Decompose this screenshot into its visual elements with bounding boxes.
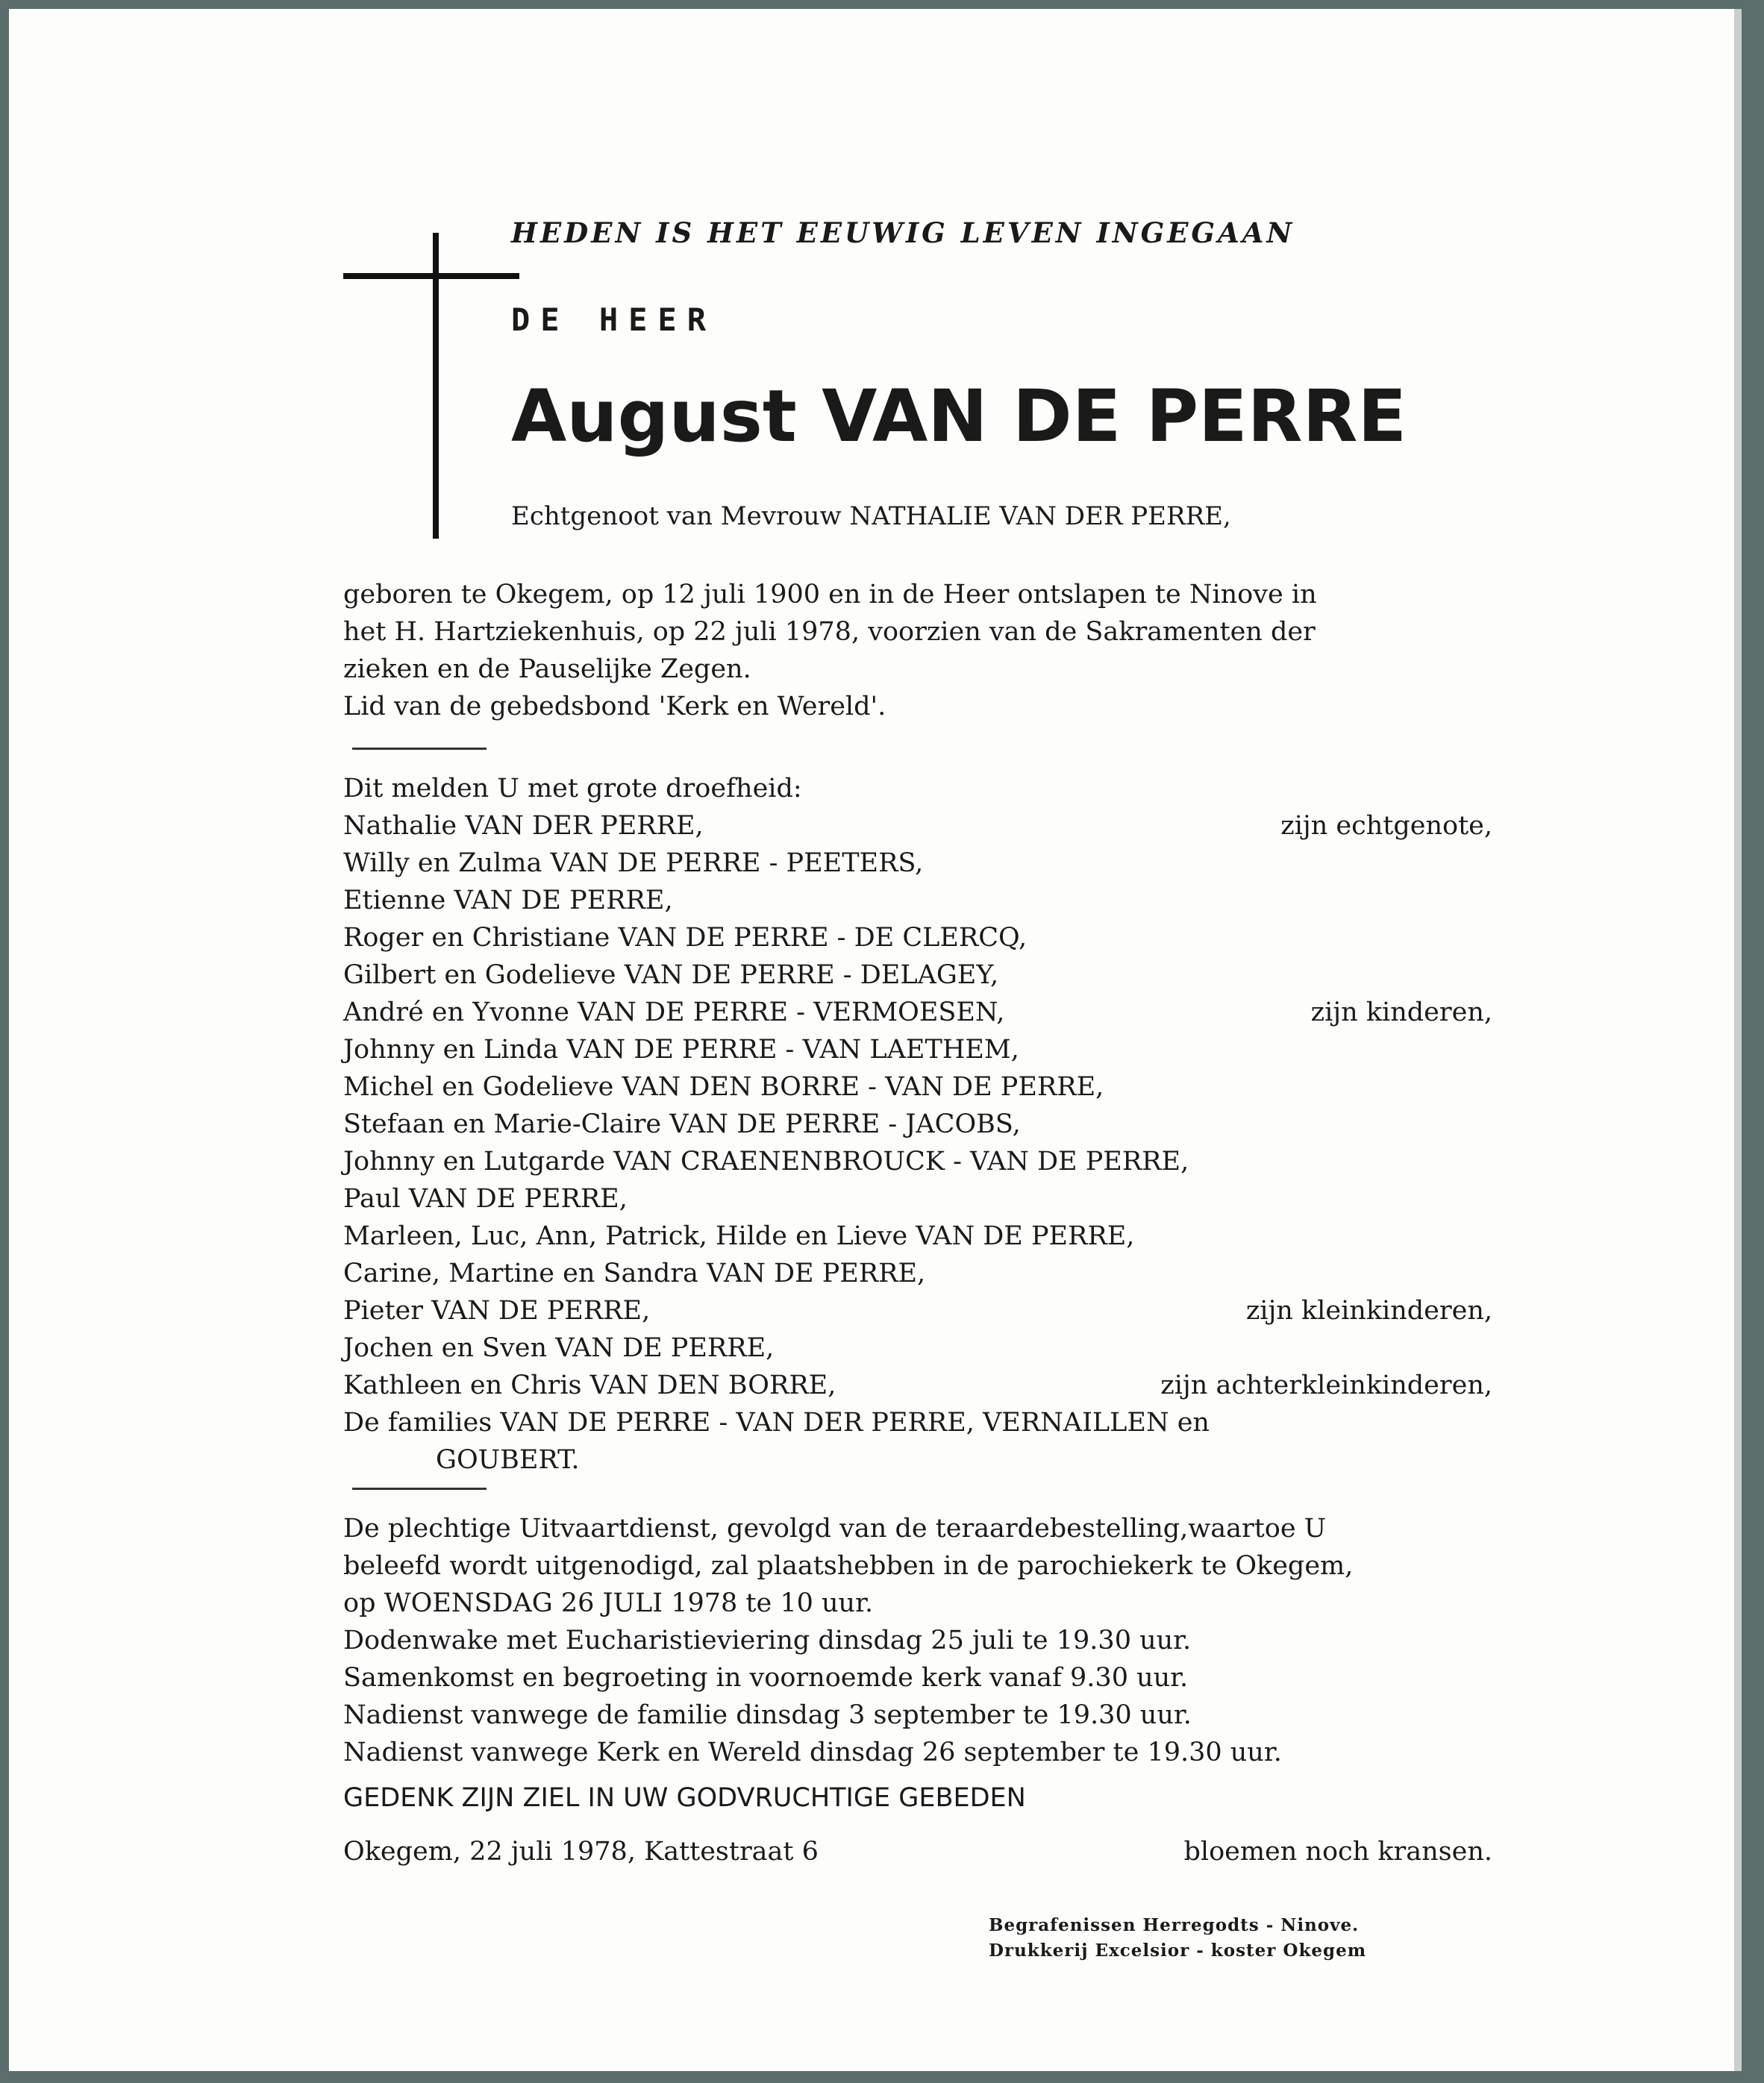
mourner-name: Gilbert en Godelieve VAN DE PERRE - DELAGEY, — [343, 960, 999, 990]
mourner-name: Nathalie VAN DER PERRE, — [343, 811, 704, 841]
memorial-card — [9, 9, 1742, 2071]
mourner-relation: zijn kinderen, — [1310, 997, 1492, 1027]
service-line: Samenkomst en begroeting in voornoemde kerk vanaf 9.30 uur. — [343, 1663, 1189, 1693]
printer-line: Drukkerij Excelsior - koster Okegem — [989, 1941, 1367, 1961]
bio-line: het H. Hartziekenhuis, op 22 juli 1978, voorzien van de Sakramenten der — [343, 617, 1316, 647]
title-de-heer: DE HEER — [511, 301, 717, 338]
mourner-name: Johnny en Linda VAN DE PERRE - VAN LAETHEM, — [343, 1035, 1019, 1065]
service-block — [343, 1510, 1492, 1771]
mourner-name: De families VAN DE PERRE - VAN DER PERRE, VERNAILLEN en — [343, 1408, 1210, 1438]
mourner-name: Kathleen en Chris VAN DEN BORRE, — [343, 1371, 836, 1400]
mourner-name: Carine, Martine en Sandra VAN DE PERRE, — [343, 1259, 926, 1288]
mourner-row — [343, 994, 1492, 1031]
mourner-name: Willy en Zulma VAN DE PERRE - PEETERS, — [343, 848, 924, 878]
mourner-row — [343, 882, 1492, 919]
bio-line: zieken en de Pauselijke Zegen. — [343, 654, 751, 684]
printer-credit — [989, 1913, 1366, 1964]
mourner-relation: zijn achterkleinkinderen, — [1160, 1371, 1492, 1400]
service-line: Nadienst vanwege Kerk en Wereld dinsdag 26 september te 19.30 uur. — [343, 1738, 1282, 1767]
service-line: Dodenwake met Eucharistieviering dinsdag 25 juli te 19.30 uur. — [343, 1626, 1192, 1656]
mourner-list — [343, 807, 1492, 1441]
cross-icon-bar — [343, 273, 519, 279]
divider — [352, 1488, 487, 1490]
service-line: op WOENSDAG 26 JULI 1978 te 10 uur. — [343, 1588, 874, 1618]
deceased-name: August VAN DE PERRE — [511, 375, 1407, 458]
mourner-row — [343, 807, 1492, 845]
mourner-row — [343, 1367, 1492, 1404]
service-line: Nadienst vanwege de familie dinsdag 3 september te 19.30 uur. — [343, 1700, 1192, 1730]
header-line: HEDEN IS HET EEUWIG LEVEN INGEGAAN — [511, 216, 1295, 249]
mourner-row — [343, 1143, 1492, 1180]
mourner-row — [343, 956, 1492, 994]
mourner-row — [343, 1068, 1492, 1106]
mourners-intro: Dit melden U met grote droefheid: — [343, 774, 802, 804]
gedenk-line: GEDENK ZIJN ZIEL IN UW GODVRUCHTIGE GEBEDEN — [343, 1783, 1026, 1813]
mourner-name: Jochen en Sven VAN DE PERRE, — [343, 1333, 775, 1363]
mourner-row — [343, 1255, 1492, 1292]
spouse-line: Echtgenoot van Mevrouw NATHALIE VAN DER PERRE, — [511, 501, 1231, 531]
bio-line: geboren te Okegem, op 12 juli 1900 en in de Heer ontslapen te Ninove in — [343, 580, 1317, 610]
mourners-block — [343, 770, 1492, 1479]
mourner-relation: zijn echtgenote, — [1280, 811, 1492, 841]
service-line: beleefd wordt uitgenodigd, zal plaatshebben in de parochiekerk te Okegem, — [343, 1551, 1354, 1581]
mourner-name: Stefaan en Marie-Claire VAN DE PERRE - JACOBS, — [343, 1109, 1021, 1139]
mourner-name: André en Yvonne VAN DE PERRE - VERMOESEN, — [343, 997, 1005, 1027]
mourner-row — [343, 1106, 1492, 1143]
mourner-row — [343, 1329, 1492, 1367]
flowers-note: bloemen noch kransen. — [1183, 1837, 1492, 1867]
service-line: De plechtige Uitvaartdienst, gevolgd van de teraardebestelling,waartoe U — [343, 1514, 1327, 1544]
place-date: Okegem, 22 juli 1978, Kattestraat 6 — [343, 1837, 819, 1867]
mourner-relation: zijn kleinkinderen, — [1245, 1296, 1492, 1326]
mourner-row — [343, 1292, 1492, 1329]
mourner-row — [343, 919, 1492, 956]
mourner-row — [343, 1218, 1492, 1255]
divider — [352, 748, 487, 750]
mourner-last-line: GOUBERT. — [436, 1445, 580, 1475]
mourner-row — [343, 1031, 1492, 1068]
mourner-name: Paul VAN DE PERRE, — [343, 1184, 628, 1214]
mourner-row — [343, 1180, 1492, 1218]
bio-block — [343, 576, 1492, 725]
mourner-name: Marleen, Luc, Ann, Patrick, Hilde en Lieve VAN DE PERRE, — [343, 1221, 1135, 1251]
closing-row — [343, 1837, 1492, 1867]
mourner-name: Johnny en Lutgarde VAN CRAENENBROUCK - VAN DE PERRE, — [343, 1147, 1189, 1177]
mourner-name: Pieter VAN DE PERRE, — [343, 1296, 651, 1326]
mourner-name: Etienne VAN DE PERRE, — [343, 886, 673, 915]
mourner-row — [343, 845, 1492, 882]
printer-line: Begrafenissen Herregodts - Ninove. — [989, 1915, 1360, 1935]
mourner-name: Roger en Christiane VAN DE PERRE - DE CLERCQ, — [343, 923, 1028, 953]
mourner-row — [343, 1404, 1492, 1441]
mourner-name: Michel en Godelieve VAN DEN BORRE - VAN DE PERRE, — [343, 1072, 1104, 1102]
bio-line: Lid van de gebedsbond 'Kerk en Wereld'. — [343, 692, 886, 721]
